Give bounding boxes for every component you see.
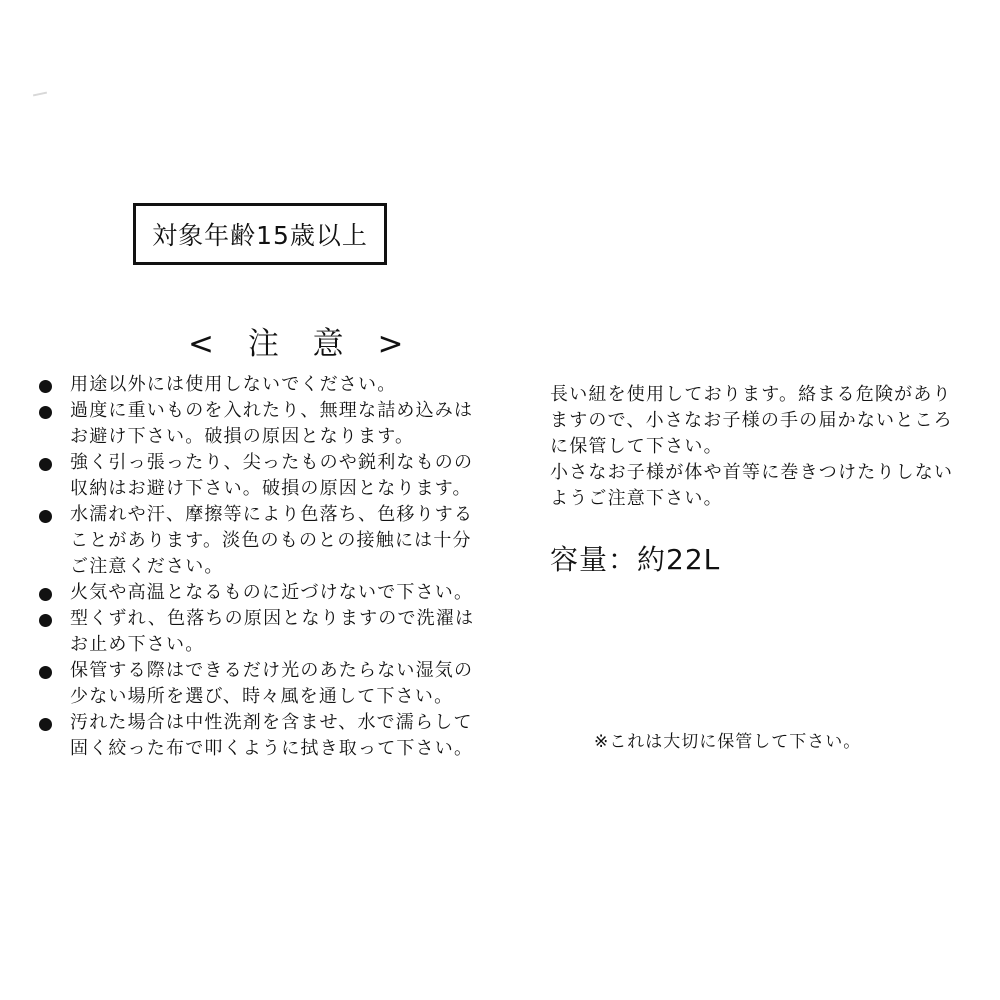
cord-warning-line: 長い紐を使用しております。絡まる危険があり — [550, 384, 952, 405]
caution-line: お避け下さい。破損の原因となります。 — [70, 426, 415, 447]
caution-item — [34, 398, 494, 450]
caution-line: 過度に重いものを入れたり、無理な詰め込みは — [70, 400, 474, 421]
keep-note: ※これは大切に保管して下さい。 — [594, 732, 862, 752]
cord-warning — [550, 382, 953, 512]
bullet-icon — [39, 666, 52, 679]
bullet-icon — [39, 614, 52, 627]
caution-line: 水濡れや汗、摩擦等により色落ち、色移りする — [70, 504, 474, 525]
caution-line: ご注意ください。 — [70, 556, 224, 577]
caution-line: 保管する際はできるだけ光のあたらない湿気の — [70, 660, 474, 681]
caution-line: 火気や高温となるものに近づけないで下さい。 — [70, 582, 474, 603]
cord-warning-line: ますので、小さなお子様の手の届かないところ — [550, 410, 953, 431]
caution-line: 少ない場所を選び、時々風を通して下さい。 — [70, 686, 454, 707]
caution-line: 収納はお避け下さい。破損の原因となります。 — [70, 478, 472, 499]
cord-warning-line: ようご注意下さい。 — [550, 488, 723, 509]
caution-line: 型くずれ、色落ちの原因となりますので洗濯は — [70, 608, 475, 629]
caution-list — [34, 372, 494, 762]
bullet-icon — [39, 588, 52, 601]
scan-speck — [33, 92, 47, 97]
bullet-icon — [39, 380, 52, 393]
cord-warning-line: 小さなお子様が体や首等に巻きつけたりしない — [550, 462, 954, 483]
bullet-icon — [39, 458, 52, 471]
caution-item — [34, 450, 494, 502]
caution-item — [34, 658, 494, 710]
caution-item — [34, 372, 494, 398]
capacity-label: 容量：約22L — [550, 543, 721, 576]
caution-item — [34, 710, 494, 762]
bullet-icon — [39, 510, 52, 523]
caution-line: 汚れた場合は中性洗剤を含ませ、水で濡らして — [70, 712, 473, 733]
caution-line: 用途以外には使用しないでください。 — [70, 374, 397, 395]
caution-line: ことがあります。淡色のものとの接触には十分 — [70, 530, 472, 551]
caution-item — [34, 606, 494, 658]
cord-warning-line: に保管して下さい。 — [550, 436, 723, 457]
bullet-icon — [39, 718, 52, 731]
caution-line: 固く絞った布で叩くように拭き取って下さい。 — [70, 738, 474, 759]
caution-line: 強く引っ張ったり、尖ったものや鋭利なものの — [70, 452, 474, 473]
caution-item — [34, 502, 494, 580]
age-rating-box — [133, 203, 387, 265]
caution-heading: < 注 意 > — [188, 326, 416, 362]
caution-line: お止め下さい。 — [70, 634, 205, 655]
age-rating-label: 対象年齢15歳以上 — [152, 221, 368, 250]
bullet-icon — [39, 406, 52, 419]
caution-item — [34, 580, 494, 606]
